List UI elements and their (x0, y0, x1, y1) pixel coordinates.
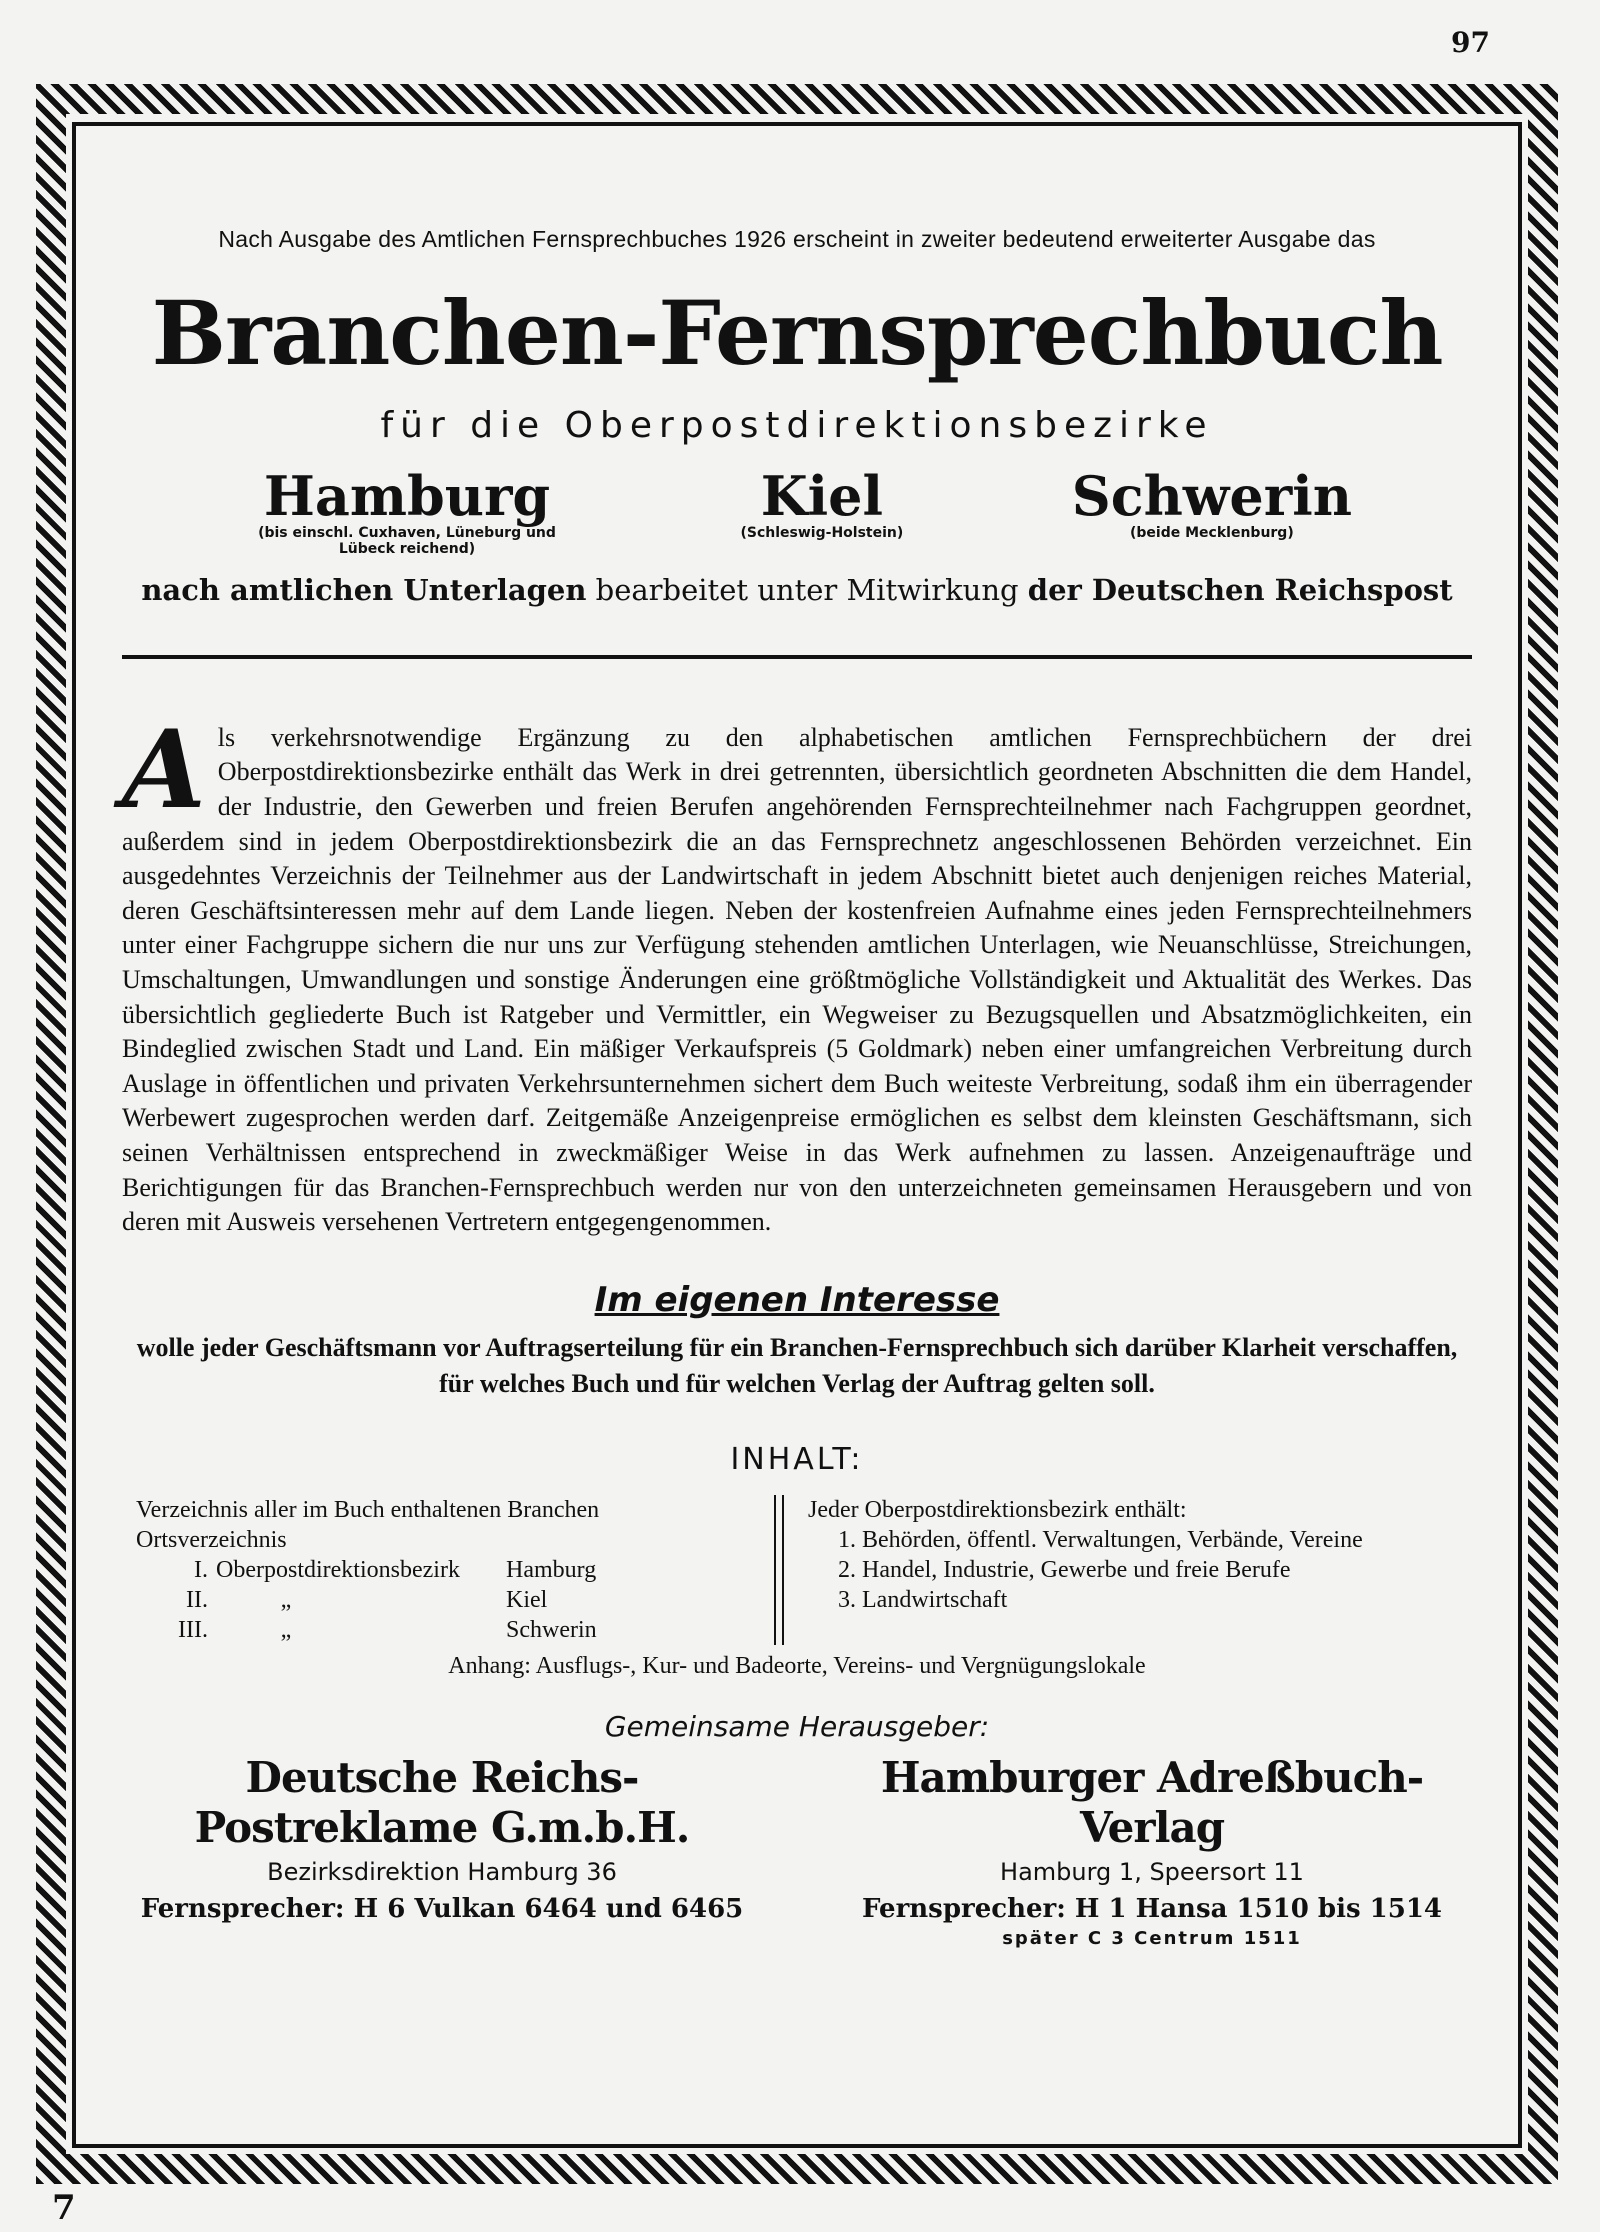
district-note: (Schleswig-Holstein) (740, 524, 904, 541)
row-number: I. (194, 1556, 208, 1583)
row-number: II. (186, 1586, 208, 1613)
contents-table (122, 1495, 1472, 1645)
publisher-phone: Fernsprecher: H 1 Hansa 1510 bis 1514 (862, 1893, 1442, 1924)
district-note: (bis einschl. Cuxhaven, Lüneburg und Lübeck reichend) (258, 524, 556, 557)
row-name: Hamburg (506, 1556, 597, 1583)
subtitle: für die Oberpostdirektionsbezirke (380, 405, 1214, 446)
district-name: Schwerin (1071, 464, 1352, 528)
corner-mark: 7 (52, 2188, 76, 2228)
district-schwerin (1071, 464, 1352, 557)
column-divider (774, 1495, 784, 1645)
contents-row (136, 1585, 756, 1615)
district-hamburg (242, 464, 572, 557)
drop-cap: A (122, 706, 206, 833)
publisher-name: Deutsche Reichs-Postreklame G.m.b.H. (194, 1752, 690, 1853)
advertisement-content (122, 150, 1472, 2120)
contents-right-column (808, 1495, 1472, 1645)
contents-row (136, 1615, 756, 1645)
district-note: (beide Mecklenburg) (1130, 524, 1294, 541)
row-name: Kiel (506, 1586, 548, 1613)
contents-row (136, 1555, 756, 1585)
district-name: Hamburg (263, 464, 551, 528)
row-number: III. (178, 1616, 208, 1643)
district-kiel (740, 464, 904, 557)
publisher-phone: Fernsprecher: H 6 Vulkan 6464 und 6465 (140, 1893, 744, 1924)
contents-line: Verzeichnis aller im Buch enthaltenen Branchen (136, 1496, 600, 1523)
main-title: Branchen-Fernsprechbuch (151, 281, 1443, 385)
intro-text: Nach Ausgabe des Amtlichen Fernsprechbuches 1926 erscheint in zweiter bedeutend erweiterter Ausgabe das (218, 226, 1376, 252)
districts (242, 464, 1352, 557)
body-paragraph (122, 706, 1472, 1240)
publisher-left (122, 1753, 762, 1949)
row-name: Schwerin (506, 1616, 597, 1643)
contents-item: 2. Handel, Industrie, Gewerbe und freie Berufe (838, 1556, 1291, 1583)
publisher-address: Hamburg 1, Speersort 11 (1000, 1857, 1304, 1886)
basis-bold-end: der Deutschen Reichspost (1027, 572, 1453, 607)
divider-rule (122, 655, 1472, 659)
basis-middle: bearbeitet unter Mitwirkung (586, 572, 1028, 607)
body-text: ls verkehrsnotwendige Ergänzung zu den alphabetischen amtlichen Fernsprechbüchern der drei Oberpostdirektionsbezirke enthält das Werk in drei getrennten, übersichtlich geordneten Abschnitten die dem Handel, der Industrie, den Gewerben und freien Berufen angehörenden Fernsprechteilnehmer nach Fachgruppen geordnet, außerdem sind in jedem Oberpostdirektionsbezirk die an das Fernsprechnetz angeschlossenen Behörden verzeichnet. Ein ausgedehntes Verzeichnis der Teilnehmer aus der Landwirtschaft in jedem Abschnitt bietet auch denjenigen reiches Material, deren Geschäftsinteressen mehr auf dem Lande liegen. Neben der kostenfreien Aufnahme eines jeden Fernsprechteilnehmers unter einer Fachgruppe sichern die nur uns zur Verfügung stehenden amtlichen Unterlagen, wie Neuanschlüsse, Streichungen, Umschaltungen, Umwandlungen und sonstige Änderungen eine größtmögliche Vollständigkeit und Aktualität des Werkes. Das übersichtlich gegliederte Buch ist Ratgeber und Vermittler, ein Wegweiser zu Bezugsquellen und Absatzmöglichkeiten, ein Bindeglied zwischen Stadt und Land. Ein mäßiger Verkaufspreis (5 Goldmark) neben einer umfangreichen Verbreitung durch Auslage in öffentlichen und privaten Verkehrsunternehmen sichert dem Buch weiteste Verbreitung, sodaß ihm ein überragender Werbewert zugesprochen werden darf. Zeitgemäße Anzeigenpreise ermöglichen es selbst dem kleinsten Geschäftsmann, sich seinen Verhältnissen entsprechend in zweckmäßiger Weise in das Werk aufnehmen zu lassen. Anzeigenaufträge und Berichtigungen für das Branchen-Fernsprechbuch werden nur von den unterzeichneten gemeinsamen Herausgebern und von deren mit Ausweis versehenen Vertretern entgegengenommen. (122, 722, 1472, 1237)
publisher-later-phone: später C 3 Centrum 1511 (1002, 1927, 1302, 1949)
contents-right-heading: Jeder Oberpostdirektionsbezirk enthält: (808, 1496, 1187, 1523)
row-label: „ (280, 1586, 292, 1613)
contents-title: INHALT: (730, 1441, 864, 1477)
publisher-address: Bezirksdirektion Hamburg 36 (267, 1857, 617, 1886)
district-name: Kiel (760, 464, 884, 528)
publisher-right (832, 1753, 1472, 1949)
contents-item: 1. Behörden, öffentl. Verwaltungen, Verbände, Vereine (838, 1526, 1363, 1553)
publishers-title: Gemeinsame Herausgeber: (604, 1709, 990, 1743)
publishers (122, 1753, 1472, 1949)
basis-line (122, 573, 1472, 607)
basis-bold-start: nach amtlichen Unterlagen (141, 572, 587, 607)
contents-left-column (122, 1495, 756, 1645)
page-number: 97 (1451, 26, 1490, 59)
contents-line: Ortsverzeichnis (136, 1526, 287, 1553)
interest-heading: Im eigenen Interesse (594, 1279, 1000, 1320)
contents-item: 3. Landwirtschaft (838, 1586, 1008, 1613)
publisher-name: Hamburger Adreßbuch-Verlag (880, 1752, 1424, 1853)
row-label: Oberpostdirektionsbezirk (216, 1556, 460, 1583)
appendix-line: Anhang: Ausflugs-, Kur- und Badeorte, Vereins- und Vergnügungslokale (448, 1652, 1146, 1679)
interest-text: wolle jeder Geschäftsmann vor Auftragserteilung für ein Branchen-Fernsprechbuch sich darüber Klarheit verschaffen, für welches Buch und für welchen Verlag der Auftrag gelten soll. (136, 1332, 1458, 1398)
row-label: „ (280, 1616, 292, 1643)
